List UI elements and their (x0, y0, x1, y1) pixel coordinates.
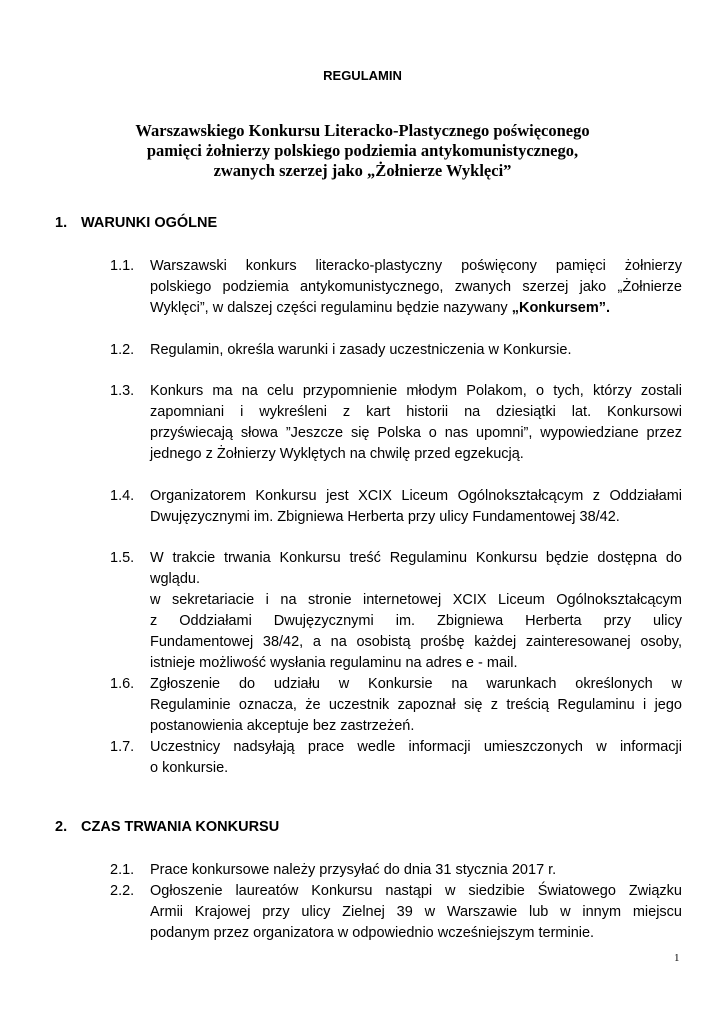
page-number: 1 (674, 952, 680, 964)
section-heading-2 (55, 819, 279, 835)
clause-line: Uczestnicy nadsyłają prace wedle informacji umieszczonych w informacji (150, 739, 682, 755)
clause-line: podanym przez organizatora w odpowiednio wcześniejszym terminie. (150, 925, 595, 941)
section-number: 1. (55, 215, 68, 231)
document-label: REGULAMIN (323, 68, 402, 83)
clause-text (150, 381, 682, 465)
clause-1-3 (110, 381, 682, 465)
document-subtitle (100, 121, 625, 181)
clause-line: Dwujęzycznymi im. Zbigniewa Herberta przy ulicy Fundamentowej 38/42. (150, 509, 620, 525)
clause-1-1 (110, 256, 682, 319)
clause-line: Prace konkursowe należy przysyłać do dnia 31 stycznia 2017 r. (150, 862, 557, 878)
clause-2-1 (110, 860, 682, 881)
clause-text (150, 860, 682, 881)
clause-line: przyświecają słowa ”Jeszcze się Polska o nas upomni”, wypowiedziane przez (150, 425, 682, 441)
clause-line: Armii Krajowej przy ulicy Zielnej 39 w Warszawie lub w innym miejscu (150, 904, 682, 920)
subtitle-line: zwanych szerzej jako „Żołnierze Wyklęci” (213, 161, 512, 180)
clause-1-4 (110, 486, 682, 528)
clause-number: 1.5. (110, 550, 135, 566)
clause-text (150, 881, 682, 944)
clause-line: istnieje możliwość wysłania regulaminu na adres e - mail. (150, 655, 518, 671)
clause-line: W trakcie trwania Konkursu treść Regulaminu Konkursu będzie dostępna do (150, 550, 682, 566)
clause-1-5 (110, 548, 682, 674)
clause-line: w sekretariacie i na stronie internetowej XCIX Liceum Ogólnokształcącym (150, 592, 682, 608)
clause-1-2 (110, 340, 682, 361)
section-title: WARUNKI OGÓLNE (81, 215, 218, 231)
clause-number: 1.7. (110, 739, 135, 755)
clause-line: polskiego podziemia antykomunistycznego, zwanych szerzej jako „Żołnierze (150, 279, 682, 295)
clause-line: Ogłoszenie laureatów Konkursu nastąpi w siedzibie Światowego Związku (150, 883, 682, 899)
clause-line: z Oddziałami Dwujęzycznymi im. Zbigniewa Herberta przy ulicy (150, 613, 682, 629)
clause-number: 2.1. (110, 862, 135, 878)
clause-emphasis: „Konkursem”. (511, 300, 611, 316)
clause-line: Warszawski konkurs literacko-plastyczny poświęcony pamięci żołnierzy (150, 258, 682, 274)
clause-text (150, 256, 682, 319)
section-heading-1 (55, 215, 217, 231)
subtitle-line: Warszawskiego Konkursu Literacko-Plastycznego poświęconego (135, 121, 590, 140)
clause-line (150, 298, 682, 319)
clause-number: 1.2. (110, 342, 135, 358)
clause-1-6 (110, 674, 682, 737)
clause-line: wglądu. (150, 571, 200, 587)
clause-number: 1.3. (110, 383, 135, 399)
section-title: CZAS TRWANIA KONKURSU (81, 819, 280, 835)
clause-text (150, 737, 682, 779)
clause-line: o konkursie. (150, 760, 229, 776)
section-number: 2. (55, 819, 68, 835)
clause-line: Fundamentowej 38/42, a na osobistą prośbę każdej zainteresowanej osoby, (150, 634, 682, 650)
clause-line: Regulaminie oznacza, że uczestnik zapoznał się z treścią Regulaminu i jego (150, 697, 682, 713)
clause-text (150, 340, 682, 361)
clause-text (150, 674, 682, 737)
clause-line: postanowienia akceptuje bez zastrzeżeń. (150, 718, 415, 734)
clause-line: Konkurs ma na celu przypomnienie młodym Polakom, o tych, którzy zostali (150, 383, 682, 399)
clause-number: 1.4. (110, 488, 135, 504)
clause-2-2 (110, 881, 682, 944)
clause-number: 1.1. (110, 258, 135, 274)
subtitle-line: pamięci żołnierzy polskiego podziemia antykomunistycznego, (146, 141, 579, 160)
clause-number: 2.2. (110, 883, 135, 899)
clause-line: jednego z Żołnierzy Wyklętych na chwilę przed egzekucją. (150, 446, 524, 462)
clause-text (150, 486, 682, 528)
clause-1-7 (110, 737, 682, 779)
clause-line: zapomniani i wykreśleni z kart historii na dziesiątki lat. Konkursowi (150, 404, 682, 420)
clause-number: 1.6. (110, 676, 135, 692)
clause-line: Organizatorem Konkursu jest XCIX Liceum Ogólnokształcącym z Oddziałami (150, 488, 682, 504)
clause-line-text: Wyklęci”, w dalszej części regulaminu będzie nazywany (150, 300, 512, 316)
clause-line: Regulamin, określa warunki i zasady uczestniczenia w Konkursie. (150, 342, 572, 358)
clause-text (150, 548, 682, 674)
clause-line: Zgłoszenie do udziału w Konkursie na warunkach określonych w (150, 676, 682, 692)
